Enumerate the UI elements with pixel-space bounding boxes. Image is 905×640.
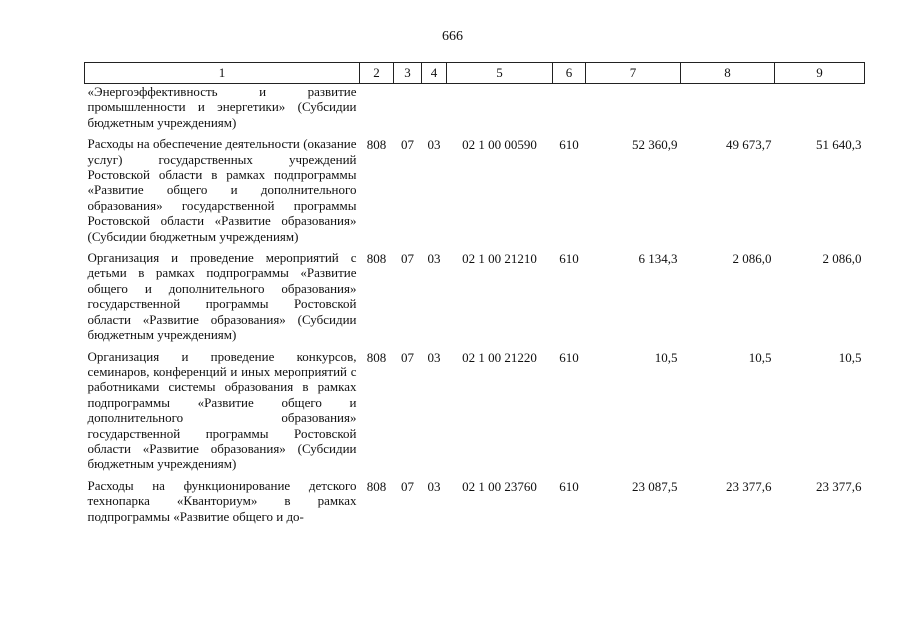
row-amount-col7: 23 087,5 <box>632 478 678 494</box>
row-description: «Энергоэффективность и развитие промышленности и энергетики» (Субсидии бюджетным учреждениям) <box>87 84 357 130</box>
header-col-7: 7 <box>586 63 681 84</box>
row-subsection: 03 <box>427 349 441 365</box>
row-target-article: 02 1 00 21220 <box>462 349 537 365</box>
table-row <box>85 136 865 250</box>
row-section: 07 <box>401 349 414 365</box>
row-ministry-code <box>360 84 394 137</box>
row-expense-type <box>553 84 586 137</box>
row-amount-col9: 23 377,6 <box>816 478 862 494</box>
row-amount-col8: 49 673,7 <box>726 137 772 153</box>
row-ministry-code: 808 <box>366 478 387 494</box>
row-subsection: 03 <box>427 478 441 494</box>
row-description: Расходы на функционирование детского технопарка «Кванториум» в рамках подпрограммы «Развитие общего и до- <box>87 477 357 524</box>
row-amount-col8: 10,5 <box>748 349 772 365</box>
row-target-article <box>447 84 553 137</box>
row-amount-col8: 23 377,6 <box>726 478 772 494</box>
table-row <box>85 349 865 478</box>
page-number: 666 <box>442 29 463 44</box>
row-amount-col7 <box>586 84 681 137</box>
row-amount-col7: 52 360,9 <box>632 137 678 153</box>
header-col-9: 9 <box>775 63 865 84</box>
row-expense-type: 610 <box>559 478 579 494</box>
row-amount-col9: 10,5 <box>838 349 862 365</box>
row-amount-col8 <box>681 84 775 137</box>
header-col-4: 4 <box>422 63 447 84</box>
row-amount-col9 <box>775 84 865 137</box>
row-ministry-code: 808 <box>366 349 387 365</box>
row-amount-col8: 2 086,0 <box>732 251 772 267</box>
header-col-8: 8 <box>681 63 775 84</box>
table-row <box>85 478 865 530</box>
header-col-5: 5 <box>447 63 553 84</box>
row-ministry-code: 808 <box>366 251 387 267</box>
row-target-article: 02 1 00 00590 <box>462 137 537 153</box>
row-expense-type: 610 <box>559 349 579 365</box>
row-subsection <box>422 84 447 137</box>
table-row <box>85 84 865 137</box>
header-col-1: 1 <box>85 63 360 84</box>
header-col-3: 3 <box>394 63 422 84</box>
row-description: Организация и проведение мероприятий с детьми в рамках подпрограммы «Развитие общего и дополнительного образования» государственной программы Ростовской области «Развитие образования» (Субсидии бюджетным учреждениям) <box>87 250 357 343</box>
table-row <box>85 250 865 348</box>
row-amount-col7: 10,5 <box>654 349 678 365</box>
row-amount-col7: 6 134,3 <box>638 251 678 267</box>
budget-table <box>84 62 865 530</box>
row-section <box>394 84 422 137</box>
row-amount-col9: 51 640,3 <box>816 137 862 153</box>
header-col-6: 6 <box>553 63 586 84</box>
row-subsection: 03 <box>427 137 441 153</box>
row-subsection: 03 <box>427 251 441 267</box>
row-section: 07 <box>401 251 414 267</box>
row-expense-type: 610 <box>559 251 579 267</box>
header-col-2: 2 <box>360 63 394 84</box>
row-section: 07 <box>401 478 414 494</box>
row-description: Расходы на обеспечение деятельности (оказание услуг) государственных учреждений Ростовской области в рамках подпрограммы «Развитие общего и дополнительного образования» государственной программы Ростовской области «Развитие образования» (Субсидии бюджетным учреждениям) <box>87 136 357 244</box>
row-target-article: 02 1 00 21210 <box>462 251 537 267</box>
row-description: Организация и проведение конкурсов, семинаров, конференций и иных мероприятий с работниками системы образования в рамках подпрограммы «Развитие общего и дополнительного образования» государственной программы Ростовской области «Развитие образования» (Субсидии бюджетным учреждениям) <box>87 348 357 472</box>
header-row <box>85 63 865 84</box>
row-section: 07 <box>401 137 414 153</box>
row-amount-col9: 2 086,0 <box>822 251 862 267</box>
row-expense-type: 610 <box>559 137 579 153</box>
row-target-article: 02 1 00 23760 <box>462 478 537 494</box>
row-ministry-code: 808 <box>366 137 387 153</box>
